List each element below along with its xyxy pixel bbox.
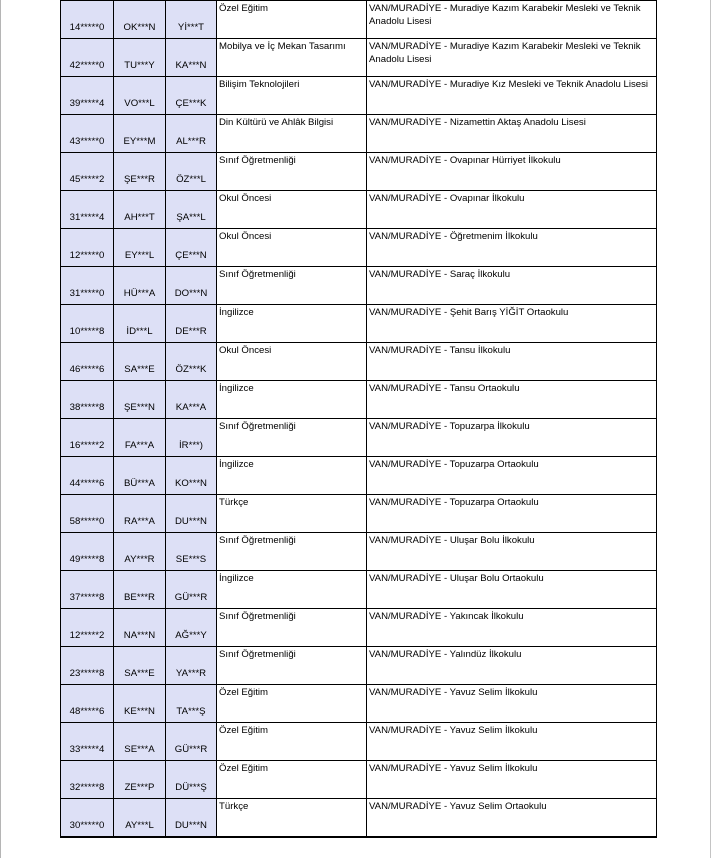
first-name-cell: KE***N [114,685,166,723]
table-row [61,39,657,77]
school-cell: VAN/MURADİYE - Muradiye Kazım Karabekir Mesleki ve Teknik Anadolu Lisesi [367,39,657,77]
school-cell: VAN/MURADİYE - Topuzarpa Ortaokulu [367,495,657,533]
school-cell: VAN/MURADİYE - Ovapınar Hürriyet İlkokulu [367,153,657,191]
field-cell: Bilişim Teknolojileri [217,77,367,115]
field-cell: Özel Eğitim [217,685,367,723]
last-name-cell: ŞA***L [166,191,217,229]
field-cell: Okul Öncesi [217,343,367,381]
first-name-cell: ŞE***R [114,153,166,191]
school-cell: VAN/MURADİYE - Tansu Ortaokulu [367,381,657,419]
first-name-cell: AY***R [114,533,166,571]
last-name-cell: DÜ***Ş [166,761,217,799]
table-row [61,419,657,457]
field-cell: Din Kültürü ve Ahlâk Bilgisi [217,115,367,153]
table-row [61,685,657,723]
table-row [61,267,657,305]
field-cell: Özel Eğitim [217,761,367,799]
school-cell: VAN/MURADİYE - Uluşar Bolu Ortaokulu [367,571,657,609]
first-name-cell: HÜ***A [114,267,166,305]
tc-no-cell: 42*****0 [61,39,114,77]
first-name-cell: EY***M [114,115,166,153]
field-cell: Özel Eğitim [217,1,367,39]
tc-no-cell: 44*****6 [61,457,114,495]
field-cell: Okul Öncesi [217,229,367,267]
first-name-cell: ZE***P [114,761,166,799]
school-cell: VAN/MURADİYE - Yavuz Selim İlkokulu [367,723,657,761]
table-row [61,571,657,609]
school-cell: VAN/MURADİYE - Muradiye Kazım Karabekir Mesleki ve Teknik Anadolu Lisesi [367,1,657,39]
table-row [61,305,657,343]
tc-no-cell: 32*****8 [61,761,114,799]
last-name-cell: GÜ***R [166,723,217,761]
table-row [61,229,657,267]
school-cell: VAN/MURADİYE - Tansu İlkokulu [367,343,657,381]
last-name-cell: ÇE***K [166,77,217,115]
last-name-cell: İR***) [166,419,217,457]
field-cell: Türkçe [217,495,367,533]
school-cell: VAN/MURADİYE - Topuzarpa Ortaokulu [367,457,657,495]
last-name-cell: DE***R [166,305,217,343]
last-name-cell: GÜ***R [166,571,217,609]
last-name-cell: AL***R [166,115,217,153]
first-name-cell: VO***L [114,77,166,115]
tc-no-cell: 48*****6 [61,685,114,723]
table-row [61,381,657,419]
first-name-cell: İD***L [114,305,166,343]
first-name-cell: EY***L [114,229,166,267]
tc-no-cell: 30*****0 [61,799,114,838]
school-cell: VAN/MURADİYE - Topuzarpa İlkokulu [367,419,657,457]
table-body [61,1,657,838]
table-row [61,115,657,153]
school-cell: VAN/MURADİYE - Öğretmenim İlkokulu [367,229,657,267]
table-row [61,457,657,495]
tc-no-cell: 58*****0 [61,495,114,533]
table-row [61,495,657,533]
school-cell: VAN/MURADİYE - Yalındüz İlkokulu [367,647,657,685]
field-cell: Mobilya ve İç Mekan Tasarımı [217,39,367,77]
last-name-cell: YA***R [166,647,217,685]
last-name-cell: ÖZ***K [166,343,217,381]
school-cell: VAN/MURADİYE - Yavuz Selim İlkokulu [367,685,657,723]
field-cell: Sınıf Öğretmenliği [217,267,367,305]
first-name-cell: BÜ***A [114,457,166,495]
last-name-cell: KA***N [166,39,217,77]
first-name-cell: SE***A [114,723,166,761]
table-row [61,77,657,115]
tc-no-cell: 16*****2 [61,419,114,457]
field-cell: Sınıf Öğretmenliği [217,609,367,647]
first-name-cell: OK***N [114,1,166,39]
first-name-cell: AH***T [114,191,166,229]
tc-no-cell: 12*****2 [61,609,114,647]
school-cell: VAN/MURADİYE - Yavuz Selim Ortaokulu [367,799,657,838]
tc-no-cell: 46*****6 [61,343,114,381]
table-row [61,609,657,647]
school-cell: VAN/MURADİYE - Muradiye Kız Mesleki ve Teknik Anadolu Lisesi [367,77,657,115]
last-name-cell: KO***N [166,457,217,495]
tc-no-cell: 31*****0 [61,267,114,305]
last-name-cell: AĞ***Y [166,609,217,647]
table-row [61,647,657,685]
placement-table [60,0,657,838]
school-cell: VAN/MURADİYE - Ovapınar İlkokulu [367,191,657,229]
last-name-cell: Yİ***T [166,1,217,39]
last-name-cell: DU***N [166,495,217,533]
page-edge-left [0,0,1,858]
first-name-cell: SA***E [114,647,166,685]
tc-no-cell: 10*****8 [61,305,114,343]
school-cell: VAN/MURADİYE - Nizamettin Aktaş Anadolu Lisesi [367,115,657,153]
last-name-cell: TA***Ş [166,685,217,723]
first-name-cell: FA***A [114,419,166,457]
tc-no-cell: 14*****0 [61,1,114,39]
table-row [61,533,657,571]
tc-no-cell: 33*****4 [61,723,114,761]
first-name-cell: BE***R [114,571,166,609]
first-name-cell: RA***A [114,495,166,533]
field-cell: Türkçe [217,799,367,838]
school-cell: VAN/MURADİYE - Uluşar Bolu İlkokulu [367,533,657,571]
school-cell: VAN/MURADİYE - Yavuz Selim İlkokulu [367,761,657,799]
table-row [61,1,657,39]
tc-no-cell: 39*****4 [61,77,114,115]
field-cell: İngilizce [217,381,367,419]
field-cell: Sınıf Öğretmenliği [217,419,367,457]
field-cell: Okul Öncesi [217,191,367,229]
school-cell: VAN/MURADİYE - Yakıncak İlkokulu [367,609,657,647]
tc-no-cell: 23*****8 [61,647,114,685]
school-cell: VAN/MURADİYE - Saraç İlkokulu [367,267,657,305]
first-name-cell: NA***N [114,609,166,647]
tc-no-cell: 49*****8 [61,533,114,571]
table-row [61,799,657,838]
last-name-cell: KA***A [166,381,217,419]
first-name-cell: SA***E [114,343,166,381]
page-edge-right [710,0,711,858]
table-row [61,191,657,229]
field-cell: İngilizce [217,457,367,495]
first-name-cell: AY***L [114,799,166,838]
tc-no-cell: 37*****8 [61,571,114,609]
last-name-cell: SE***S [166,533,217,571]
last-name-cell: ÖZ***L [166,153,217,191]
school-cell: VAN/MURADİYE - Şehit Barış YİĞİT Ortaokulu [367,305,657,343]
tc-no-cell: 12*****0 [61,229,114,267]
table-row [61,761,657,799]
field-cell: Sınıf Öğretmenliği [217,533,367,571]
tc-no-cell: 38*****8 [61,381,114,419]
field-cell: Sınıf Öğretmenliği [217,647,367,685]
first-name-cell: ŞE***N [114,381,166,419]
field-cell: Özel Eğitim [217,723,367,761]
last-name-cell: DO***N [166,267,217,305]
field-cell: Sınıf Öğretmenliği [217,153,367,191]
field-cell: İngilizce [217,305,367,343]
table-row [61,153,657,191]
tc-no-cell: 45*****2 [61,153,114,191]
tc-no-cell: 43*****0 [61,115,114,153]
field-cell: İngilizce [217,571,367,609]
last-name-cell: DU***N [166,799,217,838]
table-row [61,723,657,761]
tc-no-cell: 31*****4 [61,191,114,229]
table-row [61,343,657,381]
first-name-cell: TU***Y [114,39,166,77]
last-name-cell: ÇE***N [166,229,217,267]
